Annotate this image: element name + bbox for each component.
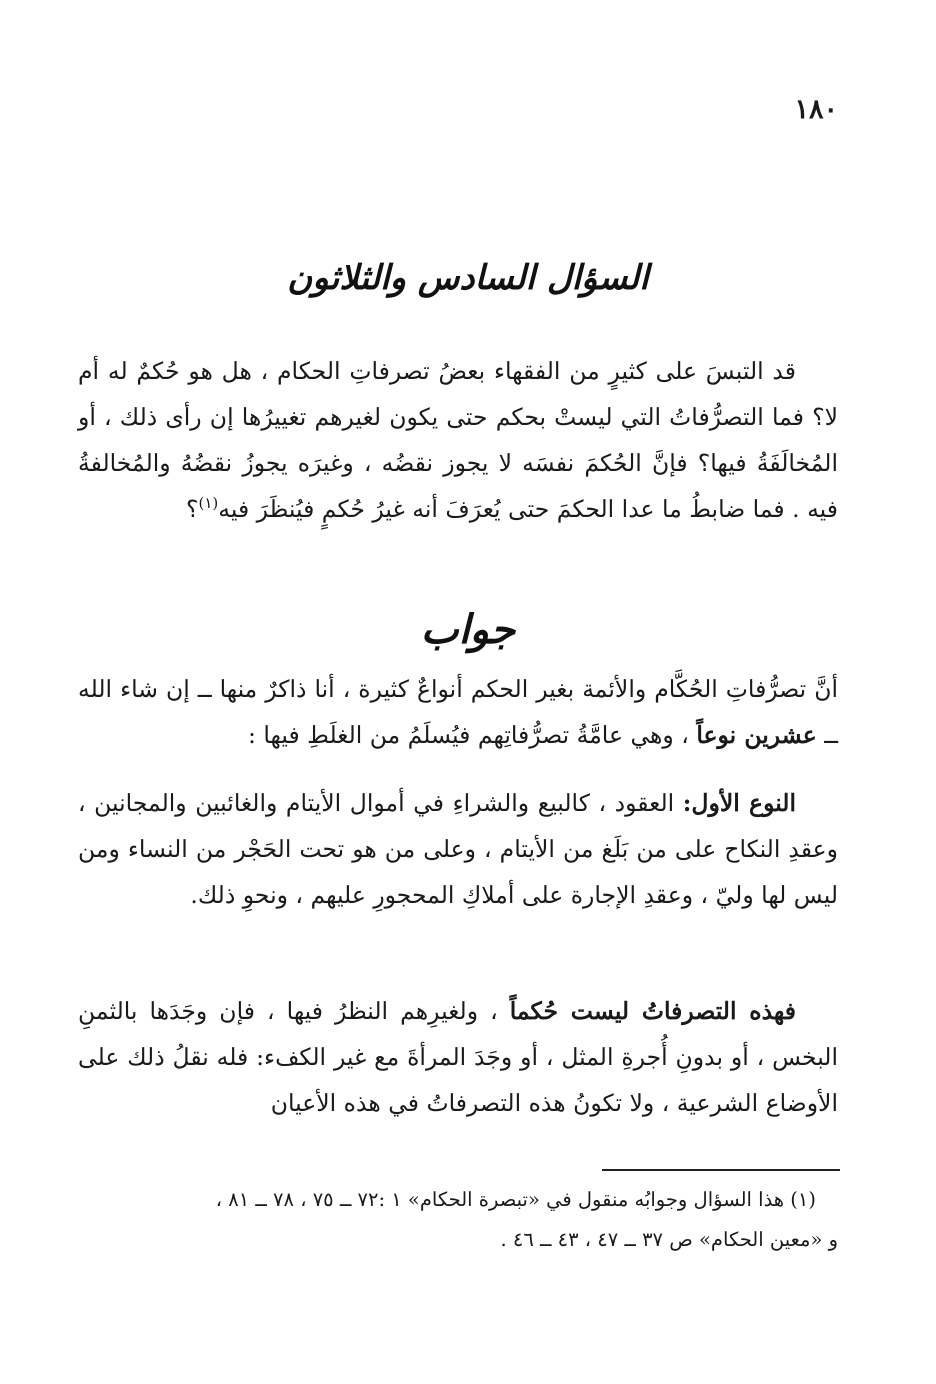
footnote-reference: (١) xyxy=(198,494,219,513)
question-mark: ؟ xyxy=(186,495,199,523)
conclusion-bold: فهذه التصرفاتُ ليست حُكماً xyxy=(509,997,796,1025)
first-type-paragraph xyxy=(78,780,838,918)
question-paragraph xyxy=(78,348,838,532)
footnote-line-1: (١) هذا السؤال وجوابُه منقول في «تبصرة الحكام» ١ :٧٢ ــ ٧٥ ، ٧٨ ــ ٨١ ، xyxy=(215,1188,816,1211)
conclusion-text: ، ولغيرِهم النظرُ فيها ، فإن وجَدَها بالثمنِ البخس ، أو بدونِ أُجرةِ المثل ، أو وجَدَ المرأةَ مع غير الكفء: فله نقلُ ذلك على الأوضاع الشرعية ، ولا تكونُ هذه التصرفاتُ في هذه الأعيان xyxy=(78,997,838,1117)
answer-intro-bold: عشرين نوعاً xyxy=(696,721,817,749)
answer-intro-before: أنَّ تصرُّفاتِ الحُكَّام والأئمة بغير الحكم أنواعٌ كثيرة ، أنا ذاكرٌ منها ــ إن شاء الله ــ xyxy=(78,675,838,749)
first-type-text: العقود ، كالبيع والشراءِ في أموال الأيتام والغائبين والمجانين ، وعقدِ النكاح على من بَلَغ من الأيتام ، وعلى من هو تحت الحَجْر من النساء ومن ليس لها وليّ ، وعقدِ الإجارة على أملاكِ المحجورِ عليهم ، ونحوِ ذلك. xyxy=(78,789,838,909)
answer-intro-after: ، وهي عامَّةُ تصرُّفاتِهم فيُسلَمُ من الغلَطِ فيها : xyxy=(247,721,697,749)
answer-heading: جواب xyxy=(420,606,516,653)
page-number: ١٨٠ xyxy=(794,94,838,125)
question-heading: السؤال السادس والثلاثون xyxy=(287,258,649,298)
answer-intro-paragraph xyxy=(78,666,838,758)
footnote-divider xyxy=(602,1169,840,1171)
question-text: قد التبسَ على كثيرٍ من الفقهاء بعضُ تصرفاتِ الحكام ، هل هو حُكمٌ له أم لا؟ فما التصرُّفاتُ التي ليستْ بحكم حتى يكون لغيرهم تغييرُها إن رأى ذلك ، أو المُخالَفَةُ فيها؟ فإنَّ الحُكمَ نفسَه لا يجوز نقضُه ، وغيرَه يجوزُ نقضُهُ والمُخالفةُ فيه . فما ضابطُ ما عدا الحكمَ حتى يُعرَفَ أنه غيرُ حُكمٍ فيُنظَرَ فيه xyxy=(78,357,838,523)
conclusion-paragraph xyxy=(78,988,838,1126)
footnote-line-2: و «معين الحكام» ص ٣٧ ــ ٤٧ ، ٤٣ ــ ٤٦ . xyxy=(500,1228,838,1251)
footnote xyxy=(78,1180,838,1260)
first-type-label: النوع الأول: xyxy=(682,789,796,817)
